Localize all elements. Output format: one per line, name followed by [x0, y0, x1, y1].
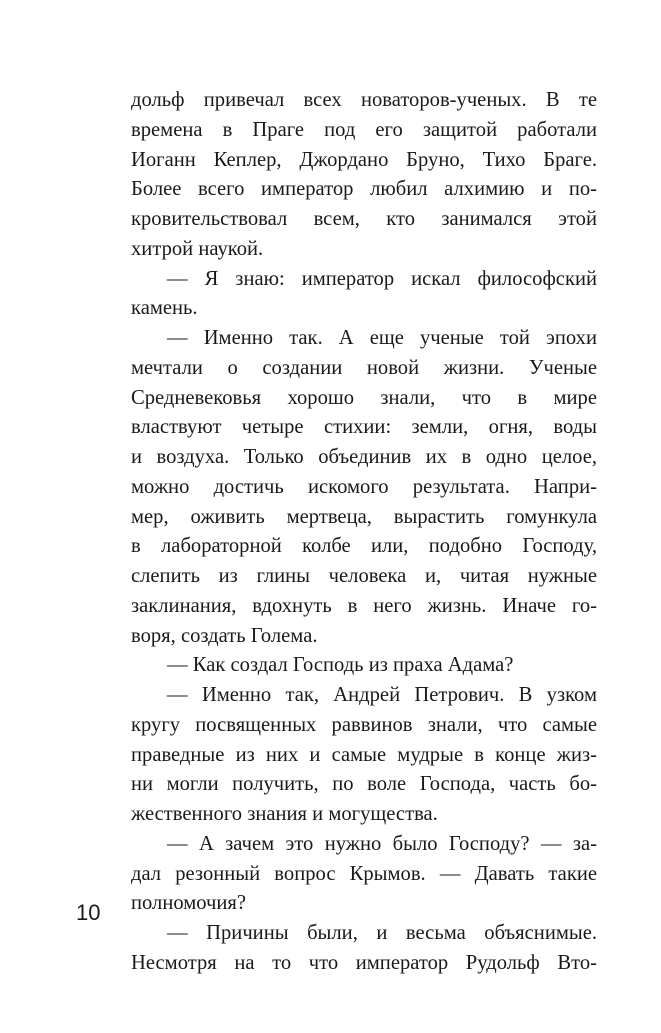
- text-line: времена в Праге под его защитой работали: [131, 118, 597, 141]
- text-line: мечтали о создании новой жизни. Ученые: [131, 356, 597, 379]
- text-line: жественного знания и могущества.: [131, 803, 438, 825]
- text-line: — Именно так. А еще ученые той эпохи: [167, 327, 597, 349]
- text-line: мер, оживить мертвеца, вырастить гомункула: [131, 505, 597, 528]
- text-line: дольф привечал всех новаторов-ученых. В те: [131, 89, 597, 111]
- text-line: — Я знаю: император искал философский: [167, 267, 597, 290]
- text-line: полномочия?: [131, 892, 247, 915]
- text-line: заклинания, вдохнуть в него жизнь. Иначе го-: [131, 594, 597, 617]
- text-line: праведные из них и самые мудрые в конце жиз-: [131, 743, 597, 766]
- page-number: 10: [76, 900, 101, 925]
- text-line: камень.: [131, 297, 198, 320]
- text-line: и воздуха. Только объединив их в одно целое,: [131, 446, 597, 468]
- text-line: воря, создать Голема.: [131, 624, 318, 647]
- text-line: можно достичь искомого результата. Напри-: [131, 475, 597, 498]
- text-line: в лабораторной колбе или, подобно Господу,: [131, 535, 597, 558]
- text-line: Иоганн Кеплер, Джордано Бруно, Тихо Браге.: [131, 148, 597, 171]
- text-line: Более всего император любил алхимию и по-: [131, 178, 597, 201]
- text-line: Несмотря на то что император Рудольф Вто-: [131, 951, 597, 974]
- text-line: кругу посвященных раввинов знали, что самые: [131, 713, 597, 736]
- text-line: властвуют четыре стихии: земли, огня, воды: [131, 416, 597, 439]
- text-line: ни могли получить, по воле Господа, часть бо-: [131, 773, 597, 796]
- text-line: слепить из глины человека и, читая нужные: [131, 565, 597, 587]
- text-line: дал резонный вопрос Крымов. — Давать такие: [131, 862, 597, 885]
- text-line: кровительствовал всем, кто занимался этой: [131, 208, 597, 230]
- body-text: [131, 86, 597, 979]
- text-line: — Как создал Господь из праха Адама?: [167, 654, 514, 677]
- text-line: — Именно так, Андрей Петрович. В узком: [167, 684, 597, 706]
- text-line: Средневековья хорошо знали, что в мире: [131, 386, 597, 409]
- text-line: хитрой наукой.: [131, 237, 264, 260]
- text-line: — Причины были, и весьма объяснимые.: [167, 922, 597, 944]
- text-line: — А зачем это нужно было Господу? — за-: [167, 832, 597, 855]
